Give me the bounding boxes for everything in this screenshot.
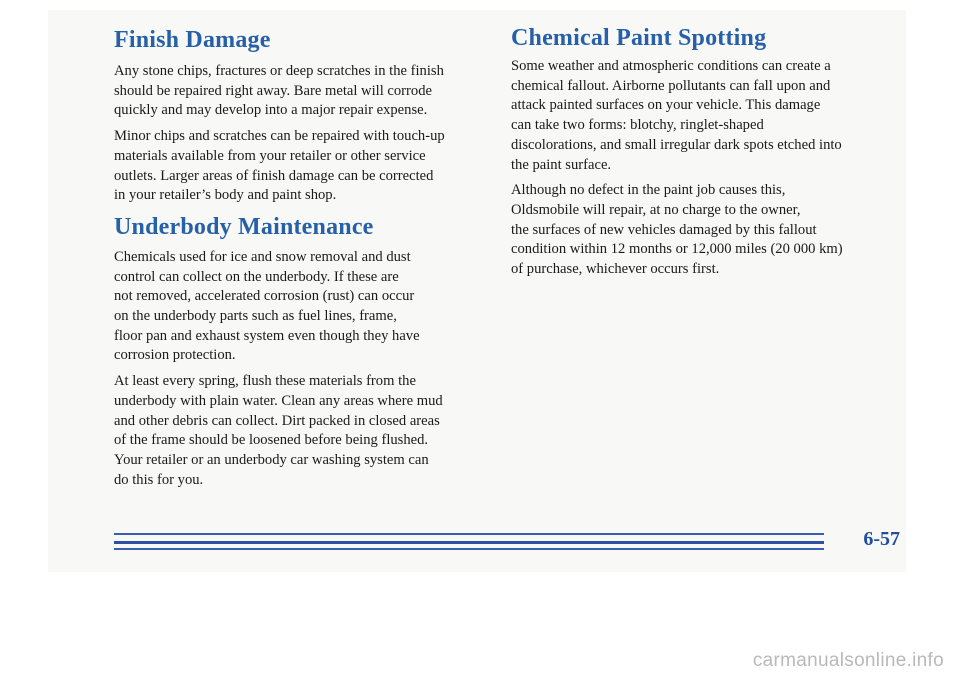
underbody-paragraph-1: Chemicals used for ice and snow removal and dust control can collect on the underbody. If these are not removed, accelerated corrosion (rust) can occur on the underbody parts such as fuel lines, frame, floor pan and exhaust system even though they have corrosion protection. <box>114 248 420 364</box>
manual-page <box>48 10 906 572</box>
right-column <box>511 10 893 286</box>
chemical-paragraph-2: Although no defect in the paint job causes this, Oldsmobile will repair, at no charge to the owner, the surfaces of new vehicles damaged by this fallout condition within 12 months or 12,000 miles (20 000 km) of purchase, whichever occurs first. <box>511 182 843 278</box>
finish-damage-paragraph-2: Minor chips and scratches can be repaired with touch-up materials available from your retailer or other service outlets. Larger areas of finish damage can be corrected in your retailer’s body and paint shop. <box>114 128 445 204</box>
chemical-paint-spotting-heading: Chemical Paint Spotting <box>511 25 767 51</box>
left-column <box>114 10 490 496</box>
footer-rule-middle <box>114 541 866 544</box>
page-number: 6-57 <box>824 528 900 551</box>
underbody-paragraph-2: At least every spring, flush these materials from the underbody with plain water. Clean any areas where mud and other debris can collect. Dirt packed in closed areas of the frame should be loosened before being flushed. Your retailer or an underbody car washing system can do this for you. <box>114 373 443 488</box>
finish-damage-paragraph-1: Any stone chips, fractures or deep scratches in the finish should be repaired right away. Bare metal will corrode quickly and may develop into a major repair expense. <box>114 63 444 119</box>
finish-damage-heading: Finish Damage <box>114 27 271 53</box>
footer-rule-top <box>114 533 866 535</box>
footer-rule-bottom <box>114 548 866 550</box>
watermark-text: carmanualsonline.info <box>752 650 944 671</box>
underbody-maintenance-heading: Underbody Maintenance <box>114 213 374 240</box>
chemical-paragraph-1: Some weather and atmospheric conditions can create a chemical fallout. Airborne pollutants can fall upon and attack painted surfaces on your vehicle. This damage can take two forms: blotchy, ringlet-shaped discolorations, and small irregular dark spots etched into the paint surface. <box>511 58 842 173</box>
